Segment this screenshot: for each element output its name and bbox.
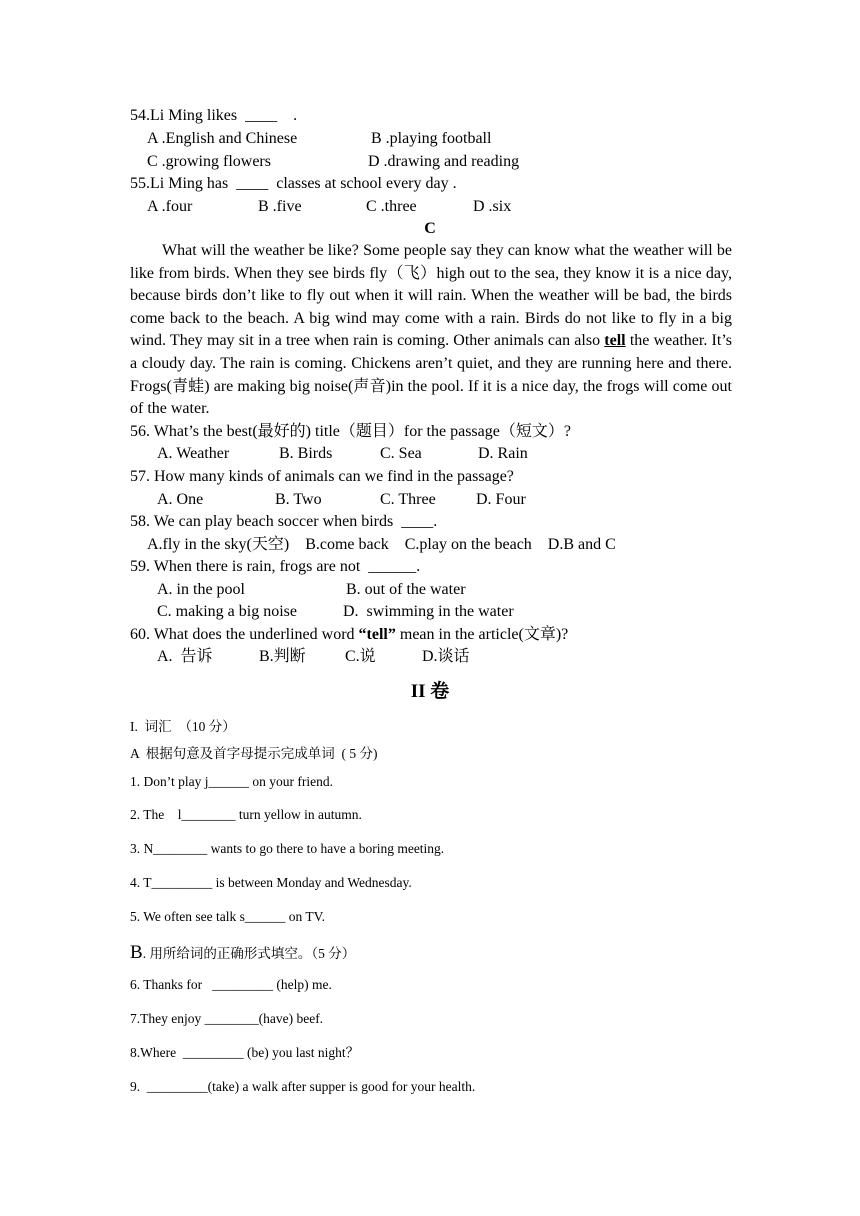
q57-stem: 57. How many kinds of animals can we find in the passage? [130,468,514,485]
underlined-word-tell: tell [604,332,626,350]
q60-option-b: B.判断 [259,648,306,665]
vocab-item-1: 1. Don’t play j______ on your friend. [130,774,333,789]
q54-option-b: B .playing football [371,130,492,147]
q57-option-a: A. One [157,491,204,508]
q55-option-b: B .five [258,198,302,215]
passage-text-before: What will the weather be like? Some people say they can know what the weather will be like from birds. When they see birds fly（飞）high out to the sea, they know it is a nice day, because birds don’t like to fly out when it will rain. When the weather will be bad, the birds come back to the beach. A big wind may come with a rain. Birds do not like to fly in a big wind. They may sit in a tree when rain is coming. Other animals can also [130,242,732,350]
vocab-item-3: 3. N________ wants to go there to have a boring meeting. [130,841,445,856]
section-1-heading: I. 词汇 （10 分） [130,719,236,734]
q60-stem-bold-word: “tell” [358,626,396,643]
q55-option-a: A .four [147,198,193,215]
sub-section-b-letter: B [130,942,143,963]
q60-option-c: C.说 [345,648,376,665]
fill-item-9: 9. _________(take) a walk after supper is good for your health. [130,1079,476,1094]
q58-stem: 58. We can play beach soccer when birds ____. [130,513,438,530]
sub-section-a-heading: A 根据句意及首字母提示完成单词 ( 5 分) [130,746,378,761]
q55-option-d: D .six [473,198,512,215]
vocab-item-4: 4. T_________ is between Monday and Wednesday. [130,875,412,890]
q54-option-c: C .growing flowers [147,153,271,170]
q58-options: A.fly in the sky(天空) B.come back C.play on the beach D.B and C [147,536,616,553]
vocab-item-2: 2. The l________ turn yellow in autumn. [130,807,362,822]
q57-option-b: B. Two [275,491,322,508]
q59-option-d: D. swimming in the water [343,603,514,620]
q60-stem [130,625,568,645]
q54-stem: 54.Li Ming likes ____ . [130,107,298,124]
section-c-passage [130,240,732,421]
fill-item-8: 8.Where _________ (be) you last night？ [130,1045,360,1060]
q55-option-c: C .three [366,198,417,215]
q59-option-a: A. in the pool [157,581,245,598]
fill-item-7: 7.They enjoy ________(have) beef. [130,1011,324,1026]
q56-option-c: C. Sea [380,445,422,462]
q57-option-c: C. Three [380,491,436,508]
passage-text-after: the weather. It’s a cloudy day. The rain is coming. Chickens aren’t quiet, and they are running here and there. Frogs(青蛙) are making big noise(声音)in the pool. If it is a nice day, the frogs will come out of the water. [130,332,732,418]
q55-stem: 55.Li Ming has ____ classes at school every day . [130,175,457,192]
q56-option-a: A. Weather [157,445,230,462]
q60-option-a: A. 告诉 [157,648,213,665]
sub-section-b-text: . 用所给词的正确形式填空。（5 分） [142,946,356,961]
q56-option-b: B. Birds [279,445,333,462]
q56-stem: 56. What’s the best(最好的) title（题目）for the passage（短文）? [130,423,571,440]
q56-option-d: D. Rain [478,445,528,462]
q60-option-d: D.谈话 [422,648,470,665]
q60-stem-before: 60. What does the underlined word [130,626,359,643]
q54-option-a: A .English and Chinese [147,130,298,147]
vocab-item-5: 5. We often see talk s______ on TV. [130,909,326,924]
q59-option-c: C. making a big noise [157,603,297,620]
section-c-heading: C [424,220,436,237]
sub-section-b-heading [130,944,355,963]
fill-item-6: 6. Thanks for _________ (help) me. [130,977,332,992]
q57-option-d: D. Four [476,491,526,508]
q59-option-b: B. out of the water [346,581,466,598]
q60-stem-after: mean in the article(文章)? [395,626,569,643]
part-2-title: II 卷 [410,681,450,702]
q59-stem: 59. When there is rain, frogs are not ______. [130,558,421,575]
q54-option-d: D .drawing and reading [368,153,520,170]
